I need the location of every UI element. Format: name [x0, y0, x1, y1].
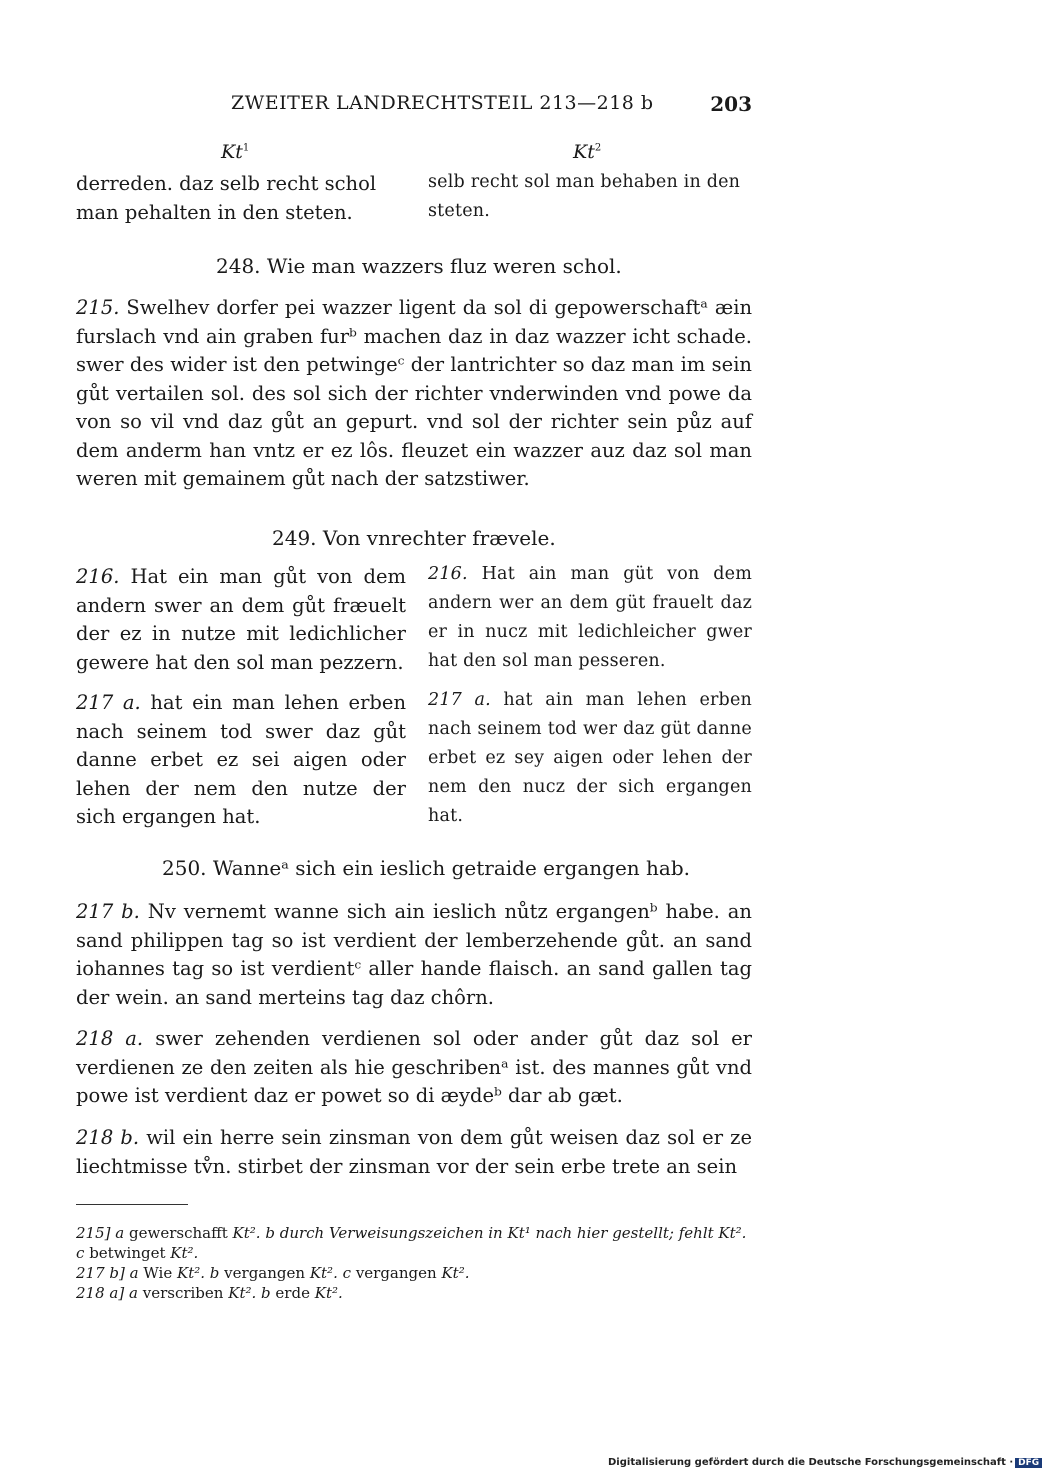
siglum-right: Kt$^2$ [573, 141, 602, 163]
top-right-column [428, 168, 752, 226]
paragraph-217a-right: 217 a. hat ain man lehen erben nach seinem tod wer daz güt danne erbet ez sey aigen oder lehen der nem den nucz der sich ergangen hat. [428, 690, 752, 826]
paragraph-218a: 218 a. swer zehenden verdienen sol oder ander gůt daz sol er verdienen ze den zeiten als hie geschribenᵃ ist. des mannes gůt vnd powe ist verdient daz er powet so di æydeᵇ dar ab gæt. [76, 1027, 752, 1107]
footnote-rule [76, 1204, 188, 1205]
top-left-column [76, 170, 406, 227]
paragraph-number: 215. [76, 296, 120, 319]
heading-248: 248. Wie man wazzers fluz weren schol. [216, 254, 622, 278]
paragraph-215 [76, 294, 752, 494]
paragraph-218b: 218 b. wil ein herre sein zinsman von dem gůt weisen daz sol er ze liechtmisse tv̊n. stirbet der zinsman vor der sein erbe trete an sein [76, 1126, 752, 1178]
running-title: ZWEITER LANDRECHTSTEIL 213—218 b [231, 92, 654, 114]
dfg-logo: DFG [1015, 1458, 1042, 1468]
page-number: 203 [710, 92, 752, 116]
top-right-text: selb recht sol man behaben in den steten. [428, 172, 741, 221]
footnote-218a: 218 a] a verscriben Kt². b erde Kt². [76, 1284, 343, 1302]
digitization-credit: Digitalisierung gefördert durch die Deutsche Forschungsgemeinschaft · DFG [608, 1457, 1042, 1468]
footnote-217b: 217 b] a Wie Kt². b vergangen Kt². c vergangen Kt². [76, 1264, 470, 1282]
heading-250: 250. Wanneᵃ sich ein ieslich getraide ergangen hab. [162, 856, 690, 880]
paragraph-217b: 217 b. Nv vernemt wanne sich ain ieslich nůtz ergangenᵇ habe. an sand philippen tag so ist verdient der lemberzehende gůt. an sand iohannes tag so ist verdientᶜ aller hande flaisch. an sand gallen tag der wein. an sand merteins tag daz chôrn. [76, 900, 752, 1009]
running-header [76, 92, 752, 122]
paragraph-217a-left: 217 a. hat ein man lehen erben nach seinem tod swer daz gůt danne erbet ez sei aigen oder lehen der nem den nutze der sich ergangen hat. [76, 691, 407, 828]
paragraph-text: Swelhev dorfer pei wazzer ligent da sol di gepowerschaftᵃ æin furslach vnd ain graben furᵇ machen daz in daz wazzer icht schade. swer des wider ist den petwingeᶜ der lantrichter so daz man im sein gůt vertailen sol. des sol sich der richter vnderwinden vnd powe da von so vil vnd daz gůt an gepurt. vnd sol der richter sein půz auf dem anderm han vntz er ez lôs. fleuzet ein wazzer auz daz sol man weren mit gemainem gůt nach der satzstiwer. [76, 296, 753, 490]
heading-249: 249. Von vnrechter frævele. [272, 526, 556, 550]
footnote-215: 215] a gewerschafft Kt². b durch Verweisungszeichen in Kt¹ nach hier gestellt; fehlt Kt². c betwinget Kt². [76, 1224, 747, 1262]
top-left-text: derreden. daz selb recht schol man pehalten in den steten. [76, 172, 377, 224]
siglum-left: Kt$^1$ [221, 141, 250, 163]
paragraph-216-left: 216. Hat ein man gůt von dem andern swer an dem gůt fræuelt der ez in nutze mit ledichlicher gewere hat den sol man pezzern. [76, 565, 406, 674]
paragraph-216-right: 216. Hat ain man güt von dem andern wer an dem güt frauelt daz er in nucz mit ledichleicher gwer hat den sol man pesseren. [428, 564, 752, 671]
footnotes [76, 1223, 752, 1303]
